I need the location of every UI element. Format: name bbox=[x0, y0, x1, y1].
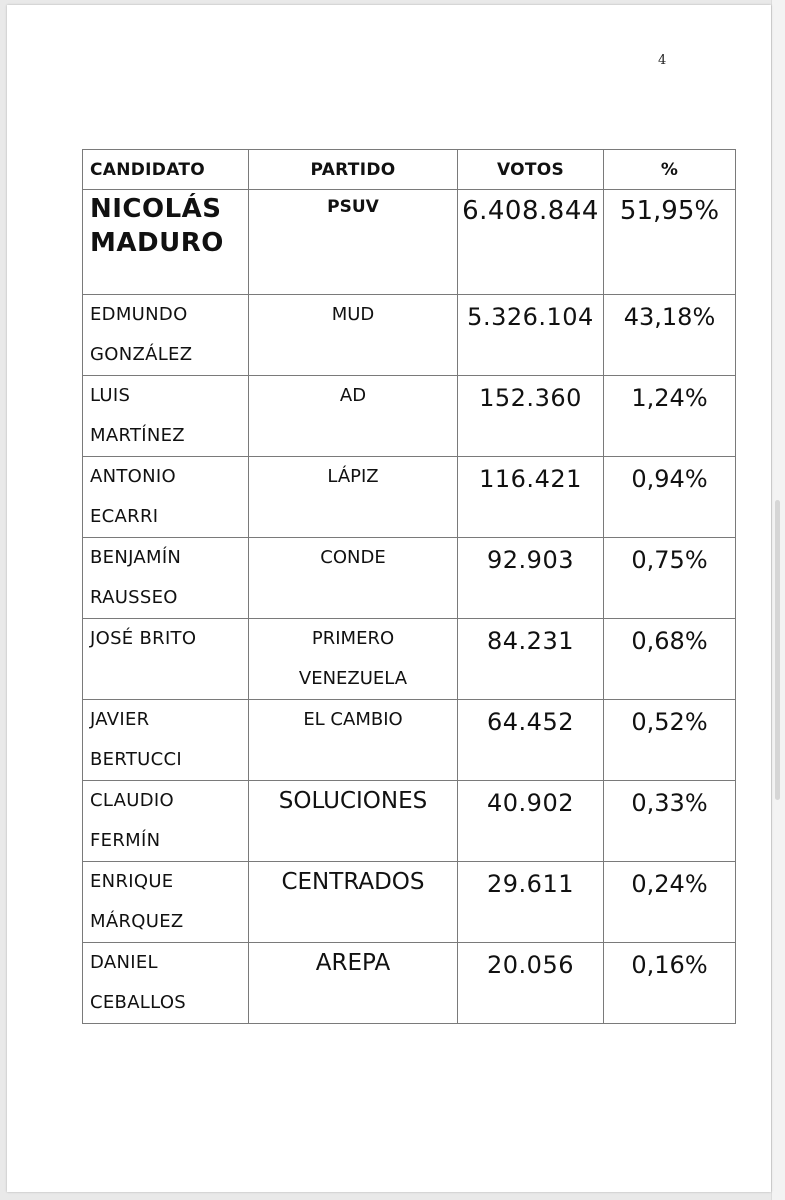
votes-cell: 116.421 bbox=[458, 457, 604, 538]
candidate-last-name: RAUSSEO bbox=[90, 587, 178, 608]
candidate-cell bbox=[83, 619, 249, 700]
table-row bbox=[83, 376, 736, 457]
candidate-cell bbox=[83, 376, 249, 457]
candidate-cell bbox=[83, 538, 249, 619]
table-row bbox=[83, 295, 736, 376]
votes-cell: 6.408.844 bbox=[458, 190, 604, 295]
table-header-row bbox=[83, 150, 736, 190]
table-row bbox=[83, 862, 736, 943]
candidate-first-name: ENRIQUE bbox=[90, 871, 174, 892]
candidate-last-name: GONZÁLEZ bbox=[90, 344, 193, 365]
party-name: AREPA bbox=[315, 950, 391, 976]
candidate-last-name: MADURO bbox=[90, 228, 224, 258]
party-name: CONDE bbox=[320, 547, 386, 568]
candidate-first-name: BENJAMÍN bbox=[90, 547, 182, 568]
scrollbar-thumb[interactable] bbox=[775, 500, 780, 800]
percent-cell: 0,16% bbox=[604, 943, 736, 1024]
candidate-cell bbox=[83, 190, 249, 295]
candidate-last-name: BERTUCCI bbox=[90, 749, 182, 770]
votes-cell: 40.902 bbox=[458, 781, 604, 862]
candidate-last-name: MÁRQUEZ bbox=[90, 911, 184, 932]
percent-cell: 0,24% bbox=[604, 862, 736, 943]
votes-cell: 84.231 bbox=[458, 619, 604, 700]
percent-cell: 0,52% bbox=[604, 700, 736, 781]
candidate-first-name: NICOLÁS bbox=[90, 194, 222, 224]
candidate-cell bbox=[83, 862, 249, 943]
candidate-first-name: CLAUDIO bbox=[90, 790, 174, 811]
votes-cell: 20.056 bbox=[458, 943, 604, 1024]
party-cell bbox=[249, 538, 458, 619]
party-name: EL CAMBIO bbox=[303, 709, 403, 730]
header-party: PARTIDO bbox=[249, 150, 458, 190]
table-row bbox=[83, 700, 736, 781]
party-cell bbox=[249, 700, 458, 781]
table-row bbox=[83, 457, 736, 538]
votes-cell: 5.326.104 bbox=[458, 295, 604, 376]
party-cell bbox=[249, 619, 458, 700]
party-cell bbox=[249, 295, 458, 376]
candidate-first-name: DANIEL bbox=[90, 952, 158, 973]
party-cell bbox=[249, 943, 458, 1024]
party-cell bbox=[249, 457, 458, 538]
percent-cell: 0,94% bbox=[604, 457, 736, 538]
table-row bbox=[83, 538, 736, 619]
votes-cell: 152.360 bbox=[458, 376, 604, 457]
candidate-cell bbox=[83, 943, 249, 1024]
party-name: CENTRADOS bbox=[281, 869, 425, 895]
header-candidate: CANDIDATO bbox=[83, 150, 249, 190]
candidate-cell bbox=[83, 700, 249, 781]
page-number: 4 bbox=[658, 53, 667, 68]
header-percent: % bbox=[604, 150, 736, 190]
party-name: AD bbox=[339, 385, 367, 406]
percent-cell: 0,75% bbox=[604, 538, 736, 619]
party-name: SOLUCIONES bbox=[278, 788, 428, 814]
header-votes: VOTOS bbox=[458, 150, 604, 190]
candidate-cell bbox=[83, 781, 249, 862]
candidate-first-name: JAVIER bbox=[90, 709, 150, 730]
votes-cell: 92.903 bbox=[458, 538, 604, 619]
candidate-first-name: LUIS bbox=[90, 385, 131, 406]
party-name: LÁPIZ bbox=[327, 466, 379, 487]
votes-cell: 29.611 bbox=[458, 862, 604, 943]
party-name: PRIMERO bbox=[311, 628, 395, 649]
party-name: MUD bbox=[331, 304, 375, 325]
candidate-first-name: JOSÉ BRITO bbox=[90, 628, 197, 649]
candidate-cell bbox=[83, 295, 249, 376]
party-cell bbox=[249, 862, 458, 943]
candidate-first-name: EDMUNDO bbox=[90, 304, 188, 325]
candidate-cell bbox=[83, 457, 249, 538]
percent-cell: 0,68% bbox=[604, 619, 736, 700]
candidate-last-name: MARTÍNEZ bbox=[90, 425, 185, 446]
percent-cell: 51,95% bbox=[604, 190, 736, 295]
percent-cell: 1,24% bbox=[604, 376, 736, 457]
results-table bbox=[82, 149, 736, 1024]
candidate-first-name: ANTONIO bbox=[90, 466, 176, 487]
table-row bbox=[83, 619, 736, 700]
party-name: PSUV bbox=[327, 197, 379, 217]
party-cell bbox=[249, 781, 458, 862]
table-row bbox=[83, 781, 736, 862]
percent-cell: 0,33% bbox=[604, 781, 736, 862]
party-cell bbox=[249, 376, 458, 457]
candidate-last-name: CEBALLOS bbox=[90, 992, 187, 1013]
percent-cell: 43,18% bbox=[604, 295, 736, 376]
table-row bbox=[83, 943, 736, 1024]
table-row bbox=[83, 190, 736, 295]
candidate-last-name: ECARRI bbox=[90, 506, 159, 527]
party-cell bbox=[249, 190, 458, 295]
votes-cell: 64.452 bbox=[458, 700, 604, 781]
candidate-last-name: FERMÍN bbox=[90, 830, 161, 851]
party-name-line-2: VENEZUELA bbox=[298, 668, 408, 689]
